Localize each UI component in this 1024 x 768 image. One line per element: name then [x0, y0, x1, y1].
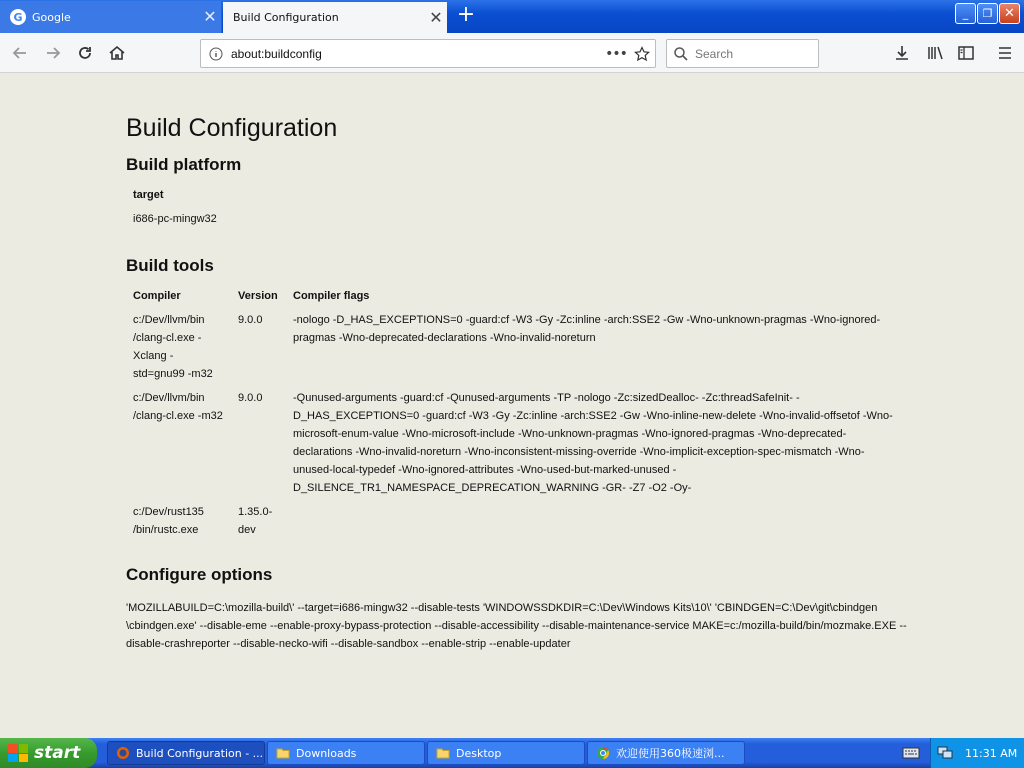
configure-options-heading: Configure options	[126, 565, 273, 584]
forward-button[interactable]	[41, 41, 65, 65]
version-cell: 1.35.0-dev	[238, 506, 273, 536]
taskbar-item-360-browser[interactable]	[587, 741, 745, 765]
flags-cell: -nologo -D_HAS_EXCEPTIONS=0 -guard:cf -W3 -Gy -Zc:inline -arch:SSE2 -Gw -Wno-unknown-pragmas -Wno-ignored-pragmas -Wno-deprecated-declarations -Wno-invalid-noreturn	[293, 314, 881, 344]
start-button[interactable]	[0, 738, 97, 768]
version-cell: 9.0.0	[238, 392, 263, 404]
search-bar[interactable]	[666, 39, 819, 68]
system-tray	[930, 738, 1024, 768]
compiler-flags-header: Compiler flags	[293, 290, 370, 302]
compiler-header: Compiler	[133, 290, 181, 302]
tab-google[interactable]	[0, 1, 222, 33]
new-tab-button[interactable]: +	[456, 2, 476, 27]
folder-icon	[276, 746, 290, 760]
taskbar-item-label: Build Configuration - ...	[136, 746, 264, 760]
flags-cell	[286, 503, 911, 545]
table-row	[126, 503, 911, 545]
sidebar-button[interactable]	[954, 41, 978, 65]
browser-360-icon	[596, 746, 610, 760]
windows-logo-icon	[8, 744, 28, 762]
taskbar-item-label: Desktop	[456, 746, 502, 760]
info-icon[interactable]	[201, 47, 231, 61]
hamburger-menu-icon	[996, 44, 1014, 62]
taskbar-item-build-configuration[interactable]	[107, 741, 265, 765]
search-icon	[667, 46, 695, 62]
taskbar-item-label: Downloads	[296, 746, 357, 760]
search-input[interactable]	[695, 47, 810, 61]
flags-cell: -Qunused-arguments -guard:cf -Qunused-arguments -TP -nologo -Zc:sizedDealloc- -Zc:threadSafeInit- -D_HAS_EXCEPTIONS=0 -guard:cf -W3 -Gy -Zc:inline -arch:SSE2 -Gw -Wno-inline-new-delete -Wno-invalid-offsetof -Wno-microsoft-enum-value -Wno-microsoft-include -Wno-unknown-pragmas -Wno-ignored-pragmas -Wno-deprecated-declarations -Wno-invalid-noreturn -Wno-inconsistent-missing-override -Wno-implicit-exception-spec-mismatch -Wno-unused-local-typedef -Wno-ignored-attributes -Wno-used-but-marked-unused -D_SILENCE_TR1_NAMESPACE_DEPRECATION_WARNING -GR- -Z7 -O2 -Oy-	[293, 392, 893, 494]
url-bar[interactable]	[200, 39, 656, 68]
build-config-main	[126, 114, 926, 653]
download-icon	[893, 44, 911, 62]
taskbar-item-desktop[interactable]	[427, 741, 585, 765]
close-window-button[interactable]: ✕	[999, 3, 1020, 24]
forward-arrow-icon	[44, 44, 62, 62]
tab-title: Google	[32, 10, 71, 24]
page-content	[0, 74, 1024, 738]
downloads-button[interactable]	[890, 41, 914, 65]
back-arrow-icon	[11, 44, 29, 62]
taskbar-item-label: 欢迎使用360极速浏...	[616, 747, 725, 760]
library-icon	[926, 44, 944, 62]
reload-icon	[76, 44, 94, 62]
home-icon	[108, 44, 126, 62]
menu-button[interactable]	[993, 41, 1017, 65]
firefox-icon	[116, 746, 130, 760]
target-value: i686-pc-mingw32	[133, 213, 217, 225]
tab-title: Build Configuration	[233, 11, 339, 24]
version-header: Version	[238, 290, 278, 302]
nav-bar	[0, 33, 1024, 73]
network-icon[interactable]	[937, 746, 953, 760]
build-platform-heading: Build platform	[126, 155, 242, 174]
minimize-button[interactable]: _	[955, 3, 976, 24]
compiler-cell: c:/Dev/llvm/bin /clang-cl.exe -m32	[133, 392, 223, 422]
start-label: start	[34, 743, 81, 763]
compiler-cell: c:/Dev/llvm/bin /clang-cl.exe -Xclang -std=gnu99 -m32	[133, 314, 213, 380]
tab-strip	[0, 0, 1024, 33]
bookmark-star-icon[interactable]	[629, 46, 655, 62]
back-button[interactable]	[8, 41, 32, 65]
configure-options-text: 'MOZILLABUILD=C:\mozilla-build\' --target=i686-mingw32 --disable-tests 'WINDOWSSDKDIR=C:\Dev\Windows Kits\10\' 'CBINDGEN=C:\Dev\git\cbindgen \cbindgen.exe' --disable-eme --enable-proxy-bypass-protection --disable-accessibility --disable-maintenance-service MAKE=c:/mozilla-build/bin/mozmake.EXE --disable-crashreporter --disable-necko-wifi --disable-sandbox --enable-strip --enable-updater	[126, 602, 907, 650]
compiler-cell: c:/Dev/rust135 /bin/rustc.exe	[133, 506, 204, 536]
home-button[interactable]	[105, 41, 129, 65]
version-cell: 9.0.0	[238, 314, 263, 326]
maximize-button[interactable]: ❐	[977, 3, 998, 24]
google-icon: G	[10, 9, 26, 25]
tab-build-configuration[interactable]	[223, 2, 447, 33]
table-row	[126, 389, 911, 503]
build-tools-heading: Build tools	[126, 256, 214, 275]
clock[interactable]: 11:31 AM	[965, 746, 1018, 760]
reload-button[interactable]	[73, 41, 97, 65]
library-button[interactable]	[923, 41, 947, 65]
build-platform-table	[126, 189, 224, 234]
tab-close-icon[interactable]: ✕	[203, 7, 217, 26]
taskbar	[0, 738, 1024, 768]
sidebar-icon	[957, 44, 975, 62]
page-title: Build Configuration	[126, 114, 338, 142]
table-row	[126, 311, 911, 389]
page-actions-icon[interactable]: •••	[605, 45, 627, 62]
taskbar-item-downloads[interactable]	[267, 741, 425, 765]
build-tools-table	[126, 290, 911, 545]
keyboard-icon[interactable]	[902, 746, 920, 760]
url-text[interactable]: about:buildconfig	[231, 46, 322, 61]
folder-icon	[436, 746, 450, 760]
tab-close-icon[interactable]: ✕	[429, 7, 443, 27]
target-header: target	[133, 189, 164, 201]
